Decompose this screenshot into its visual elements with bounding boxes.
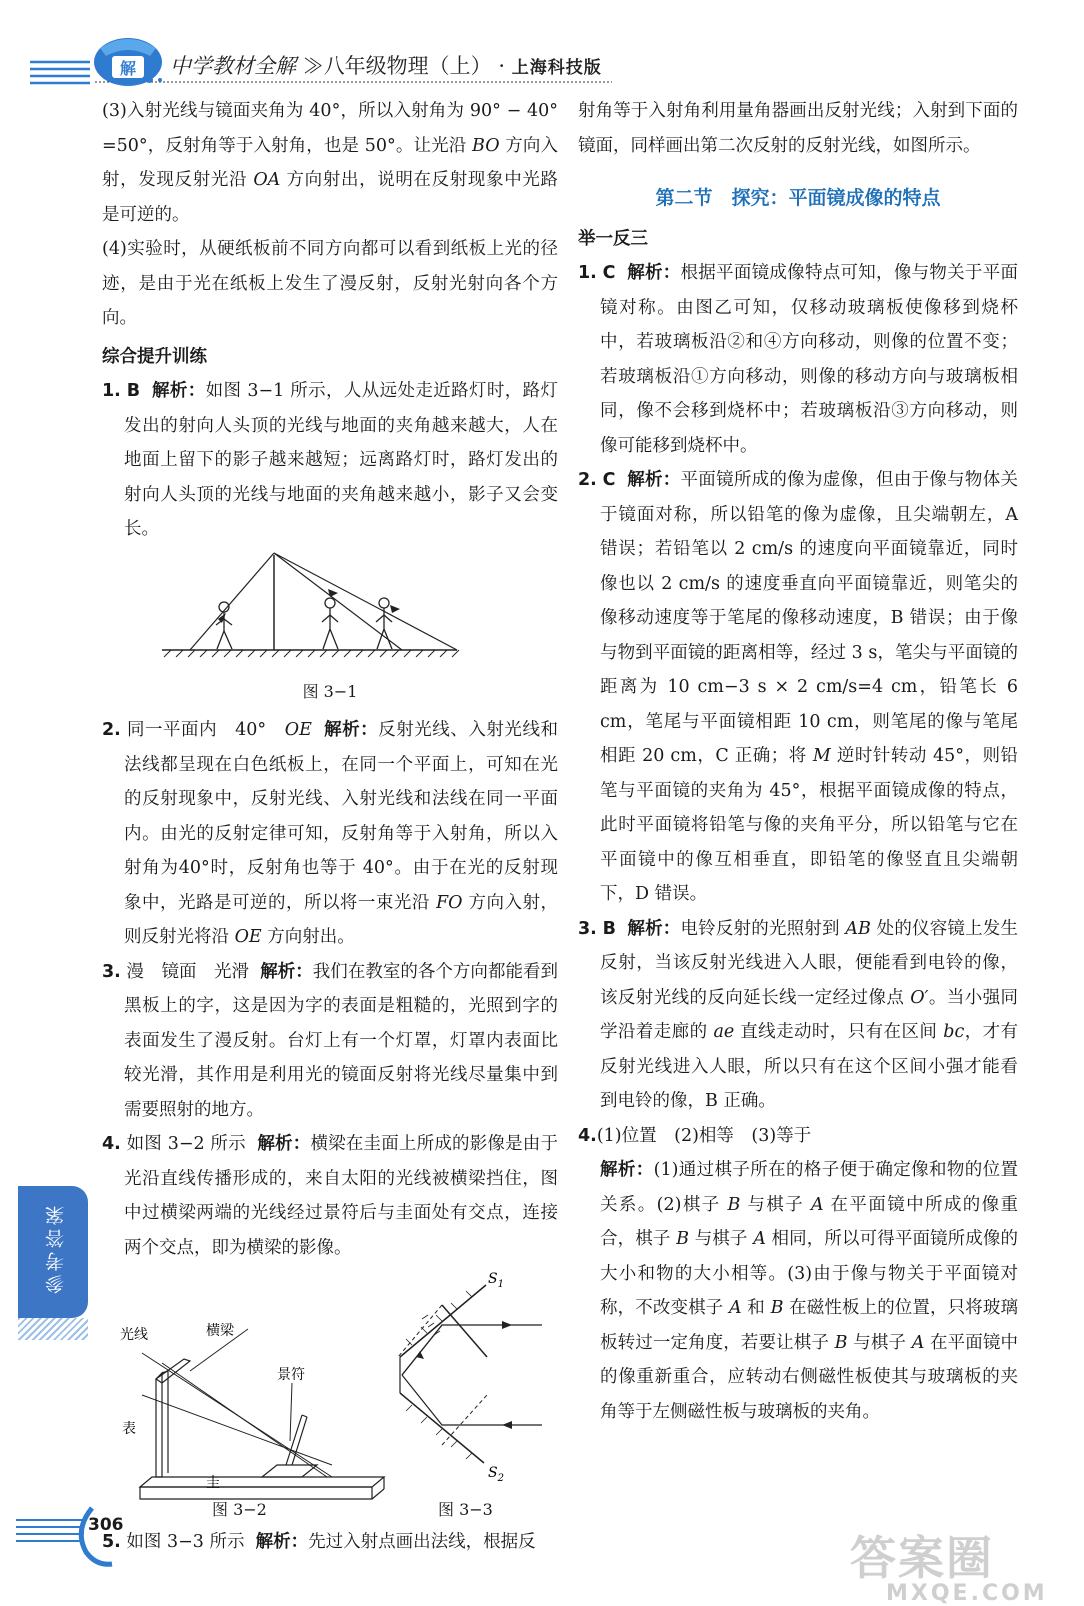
var-a: A xyxy=(911,1332,925,1353)
street-lamp-shadow-diagram xyxy=(102,547,558,685)
var-bo: BO xyxy=(472,135,500,156)
text: 方向入射，发现反射光沿 xyxy=(102,135,558,190)
page-number-swoosh xyxy=(72,1500,132,1570)
analysis-text: 在平面镜中所成的像重合，棋子 xyxy=(600,1194,1018,1249)
analysis-text: 我们在教室的各个方向都能看到黑板上的字，这是因为字的表面是粗糙的，光照到字的表面发生了漫反射。台灯上有一个灯罩，灯罩内表面比较光滑，其作用是利用光的镜面反射将光线尽量集中到需要照射的地方。 xyxy=(124,961,559,1120)
var-oa: OA xyxy=(253,170,281,190)
header-title xyxy=(170,50,602,80)
analysis-text: 方向射出。 xyxy=(261,927,355,947)
var-oe: OE xyxy=(284,720,312,740)
gnomon-structure xyxy=(140,1359,384,1499)
var-ae: ae xyxy=(713,1022,735,1042)
analysis-text: 与棋子 xyxy=(740,1194,811,1215)
question-number: 4. xyxy=(578,1125,597,1146)
practice-answer-3 xyxy=(578,912,1018,1119)
var-a: A xyxy=(810,1194,824,1215)
question-number: 1. xyxy=(102,381,121,401)
header-arrow: ≫ xyxy=(302,54,324,78)
practice-answer-4-analysis xyxy=(578,1153,1018,1429)
watermark-url: MXQE.COM xyxy=(886,1581,1048,1606)
analysis-text: 处的仪容镜上发生反射，当该反射光线进入人眼，便能看到电铃的像，该反射光线的反向延长线一定经过像点 xyxy=(600,918,1018,1008)
analysis-text: 在平面镜中的像重新重合，应转动右侧磁性板使其与玻璃板的夹角等于左侧磁性板与玻璃板的夹角。 xyxy=(600,1332,1019,1422)
answer-key: 漫 镜面 光滑 xyxy=(126,961,250,982)
analysis-label: 解析： xyxy=(152,381,206,401)
question-number: 3. xyxy=(102,961,121,982)
analysis-text: 横梁在圭面上所成的影像是由于光沿直线传播形成的，来自太阳的光线被横梁挡住，图中过横梁两端的光线经过景符后与圭面处有交点，连接两个交点，即为横梁的影像。 xyxy=(124,1134,558,1258)
label-light: 光线 xyxy=(120,1327,148,1343)
watermark xyxy=(850,1531,1048,1606)
analysis-text: 和 xyxy=(741,1298,771,1318)
var-fo: FO xyxy=(435,892,463,913)
analysis-label: 解析： xyxy=(627,470,681,490)
label-jingfu: 景符 xyxy=(277,1367,305,1383)
var-a: A xyxy=(728,1298,742,1318)
analysis-text: 直线走动时，只有在区间 xyxy=(734,1022,944,1042)
analysis-text: 在磁性板上的位置，只将玻璃板转过一定角度，若要让棋子 xyxy=(600,1298,1018,1353)
mirror-reflection-diagram xyxy=(398,1271,542,1484)
header-dot: · xyxy=(498,54,506,78)
answer-key: (1)位置 (2)相等 (3)等于 xyxy=(596,1125,812,1146)
analysis-text: 与棋子 xyxy=(847,1332,912,1353)
svg-text:解: 解 xyxy=(119,59,137,78)
question-number: 5. xyxy=(102,1532,121,1552)
label-biao: 表 xyxy=(122,1421,136,1437)
reference-answers-tab xyxy=(18,1186,88,1318)
question-number: 2. xyxy=(578,470,597,490)
analysis-label: 解析： xyxy=(255,1532,309,1552)
analysis-label: 解析： xyxy=(627,263,681,283)
analysis-text: 逆时针转动 45°，则铅笔与平面镜的夹角为 45°，根据平面镜成像的特点，此时平面镜将铅笔与像的夹角平分，所以铅笔与它在平面镜中的像互相垂直，即铅笔的像竖直且尖端朝下，D 错误。 xyxy=(600,746,1018,904)
person-3 xyxy=(376,598,392,649)
header-publisher: 上海科技版 xyxy=(511,58,602,78)
chapter-title: 第二节 探究：平面镜成像的特点 xyxy=(655,187,941,209)
var-o-prime: O′ xyxy=(910,987,929,1008)
header-grade: 八年级物理（上） xyxy=(323,54,492,78)
gnomon-and-mirror-diagram xyxy=(102,1265,558,1521)
question-number: 3. xyxy=(578,918,597,939)
practice-answer-1 xyxy=(578,256,1018,463)
question-number: 4. xyxy=(102,1134,121,1154)
analysis-label: 解析： xyxy=(324,720,379,740)
text: (3)入射光线与镜面夹角为 40°，所以入射角为 90° − 40° =50°，反射角等于入射角，也是 50°。让光沿 xyxy=(102,101,558,156)
analysis-text: 。当小强同学沿着走廊的 xyxy=(600,987,1019,1042)
answer-1 xyxy=(102,374,558,547)
section-title-practice: 举一反三 xyxy=(578,228,648,249)
practice-answer-2 xyxy=(578,463,1018,912)
var-b: B xyxy=(834,1332,848,1353)
left-column xyxy=(102,94,558,1560)
analysis-text: 电铃反射的光照射到 xyxy=(680,918,846,939)
practice-answer-4 xyxy=(578,1119,1018,1154)
analysis-label: 解析： xyxy=(257,1134,311,1154)
label-beam: 横梁 xyxy=(206,1323,234,1339)
right-column xyxy=(578,94,1018,1429)
person-1 xyxy=(216,602,232,649)
var-a: A xyxy=(753,1229,766,1249)
analysis-text: 相同，所以可得平面镜所成像的大小和物的大小相等。(3)由于像与物关于平面镜对称，不改变棋子 xyxy=(600,1229,1019,1318)
answer-4 xyxy=(102,1127,558,1265)
page-header xyxy=(0,0,1084,90)
answer-key: 如图 3−2 所示 xyxy=(126,1134,246,1154)
analysis-label: 解析： xyxy=(260,961,313,982)
book-logo-icon xyxy=(94,38,162,86)
answer-2 xyxy=(102,713,558,955)
answer-5-continued: 射角等于入射角利用量角器画出反射光线；入射到下面的镜面，同样画出第二次反射的反射光线，如图所示。 xyxy=(578,101,1018,156)
var-b: B xyxy=(770,1298,784,1318)
analysis-text: 与棋子 xyxy=(689,1229,754,1249)
answer-3-part3 xyxy=(102,94,558,232)
side-tab-stripe xyxy=(18,1318,88,1340)
label-gui: 圭 xyxy=(206,1475,220,1491)
analysis-text: (1)通过棋子所在的格子便于确定像和物的位置关系。(2)棋子 xyxy=(600,1160,1018,1215)
label-s2: $S_2$ xyxy=(488,1465,504,1484)
answer-3 xyxy=(102,955,558,1128)
figures-3-2-3-3 xyxy=(102,1265,558,1521)
figure-3-1-caption: 图 3−1 xyxy=(302,681,358,701)
side-tab-label: 参考答案 xyxy=(45,1202,67,1294)
section-title-comprehensive: 综合提升训练 xyxy=(102,346,207,367)
answer-key: 如图 3−3 所示 xyxy=(126,1532,245,1552)
figure-3-3-caption: 图 3−3 xyxy=(438,1500,493,1519)
var-b: B xyxy=(727,1194,741,1215)
label-s1: $S_1$ xyxy=(488,1271,504,1290)
var-bc: bc xyxy=(943,1022,965,1042)
text: 方向射出，说明在反射现象中光路是可逆的。 xyxy=(102,170,558,225)
question-number: 2. xyxy=(102,720,121,740)
person-2 xyxy=(322,598,338,649)
analysis-text: 先过入射点画出法线，根据反 xyxy=(308,1532,536,1552)
question-number: 1. xyxy=(578,263,597,283)
analysis-text: 根据平面镜成像特点可知，像与物关于平面镜对称。由图乙可知，仅移动玻璃板使像移到烧杯中，若玻璃板沿②和④方向移动，则像的位置不变；若玻璃板沿①方向移动，则像的移动方向与玻璃板相同，像不会移到烧杯中；若玻璃板沿③方向移动，则像可能移到烧杯中。 xyxy=(600,263,1018,456)
analysis-text: 方向入射，则反射光将沿 xyxy=(124,892,559,947)
analysis-label: 解析： xyxy=(600,1160,654,1180)
answer-key: 同一平面内 40° xyxy=(126,720,285,740)
watermark-main: 答案圈 xyxy=(850,1531,994,1585)
answer-key: C xyxy=(602,263,616,283)
answer-key: C xyxy=(602,470,616,490)
analysis-label: 解析： xyxy=(627,918,681,939)
var-ab: AB xyxy=(845,918,871,939)
figure-3-1 xyxy=(102,547,558,685)
var-m: M xyxy=(812,746,831,766)
answer-key: B xyxy=(602,918,616,939)
var-oe: OE xyxy=(234,927,262,947)
answer-5 xyxy=(102,1525,558,1560)
analysis-text: ，才有反射光线进入人眼，所以只有在这个区间小强才能看到电铃的像，B 正确。 xyxy=(600,1022,1019,1111)
page-number: 306 xyxy=(88,1515,124,1535)
answer-3-part4: (4)实验时，从硬纸板前不同方向都可以看到纸板上光的径迹，是由于光在纸板上发生了漫反射，反射光射向各个方向。 xyxy=(102,239,558,328)
analysis-text: 如图 3−1 所示，人从远处走近路灯时，路灯发出的射向人头顶的光线与地面的夹角越来越大，人在地面上留下的影子越来越短；远离路灯时，路灯发出的射向人头顶的光线与地面的夹角越来越小，影子又会变长。 xyxy=(124,381,558,539)
var-b: B xyxy=(676,1229,690,1249)
figure-3-2-caption: 图 3−2 xyxy=(212,1500,267,1519)
analysis-text: 平面镜所成的像为虚像，但由于像与物体关于镜面对称，所以铅笔的像为虚像，且尖端朝左，A 错误；若铅笔以 2 cm/s 的速度向平面镜靠近，同时像也以 2 cm/s 的速度垂直向平面镜靠近，则笔尖的像移动速度等于笔尾的像移动速度，B 错误；由于像与物到平面镜的距离相等，经过 3 s，笔尖与平面镜的距离为 10 cm−3 s × 2 cm/s=4 cm，铅笔长 6 cm，笔尾与平面镜相距 10 cm，则笔尾的像与笔尾相距 20 cm，C 正确；将 xyxy=(600,470,1018,766)
header-brand: 中学教材全解 xyxy=(170,54,296,78)
analysis-text: 反射光线、入射光线和法线都呈现在白色纸板上，在同一个平面上，可知在光的反射现象中，反射光线、入射光线和法线在同一平面内。由光的反射定律可知，反射角等于入射角，所以入射角为40°时，反射角也等于 40°。由于在光的反射现象中，光路是可逆的，所以将一束光沿 xyxy=(124,720,558,913)
answer-key: B xyxy=(126,381,141,401)
